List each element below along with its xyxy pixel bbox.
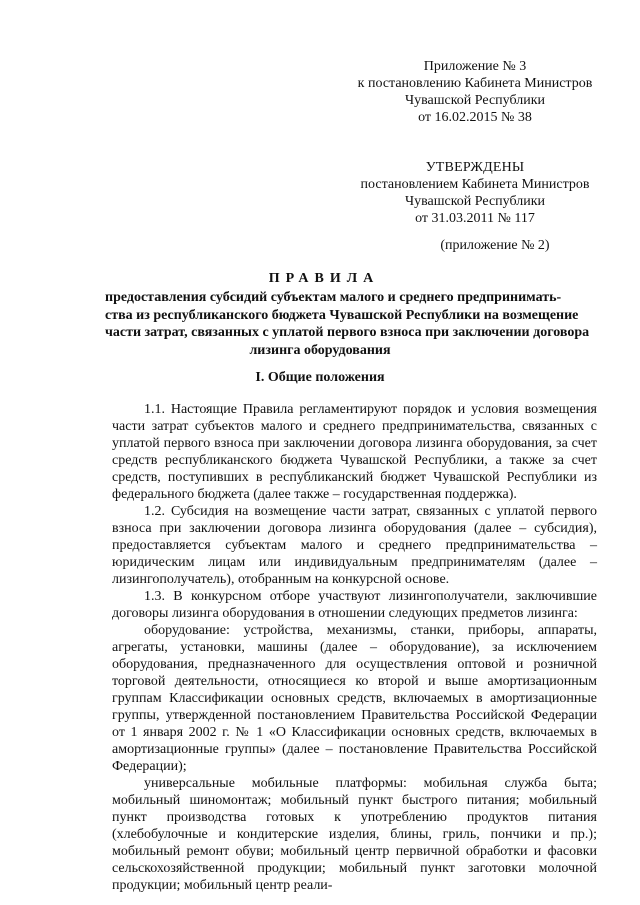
paragraph: 1.1. Настоящие Правила регламентируют порядок и условия возмещения части затрат субъектов малого и среднего предпринимательства, связанных с уплатой первого взноса при заключении договора лизинга оборудования, за счет средств республиканского бюджета Чувашской Республики, а также за счет средств, поступивших в республиканский бюджет Чувашской Республики из федерального бюджета (далее также – государственная поддержка). xyxy=(112,402,597,502)
paragraph: 1.3. В конкурсном отборе участвуют лизингополучатели, заключившие договоры лизинга оборудования в отношении следующих предметов лизинга: xyxy=(112,589,597,621)
approval-line: УТВЕРЖДЕНЫ xyxy=(425,160,525,175)
annex-line: Приложение № 3 xyxy=(423,59,527,74)
approval-stamp xyxy=(340,159,610,227)
paragraph: универсальные мобильные платформы: мобильная служба быта; мобильный шиномонтаж; мобильный пункт быстрого питания; мобильный пункт производства готовых к употреблению продуктов питания (хлебобулочные и кондитерские изделия, блины, гриль, пончики и пр.); мобильный ремонт обуви; мобильный центр первичной обработки и фасовки сельскохозяйственной продукции; мобильный пункт заготовки молочной продукции; мобильный центр реали- xyxy=(112,776,597,893)
approval-line: постановлением Кабинета Министров xyxy=(360,177,590,192)
paragraph: оборудование: устройства, механизмы, станки, приборы, аппараты, агрегаты, установки, машины (далее – оборудование), за исключением оборудования, предназначенного для осуществления оптовой и розничной торговой деятельности, относящиеся ко второй и выше амортизационным группам Классификации основных средств, включаемых в амортизационные группы, утвержденной постановлением Правительства Российской Федерации от 1 января 2002 г. № 1 «О Классификации основных средств, включаемых в амортизационные группы» (далее – постановление Правительства Российской Федерации); xyxy=(112,623,597,774)
annex-header xyxy=(340,58,610,126)
body-text xyxy=(112,401,597,894)
document-title: ПРАВИЛА xyxy=(268,271,380,286)
annex-line: от 16.02.2015 № 38 xyxy=(418,110,532,125)
subtitle-line: предоставления субсидий субъектам малого и среднего предпринимать- xyxy=(105,290,562,305)
approval-line: Чувашской Республики xyxy=(404,194,546,209)
subtitle-line: лизинга оборудования xyxy=(249,342,391,358)
paragraph: 1.2. Субсидия на возмещение части затрат, связанных с уплатой первого взноса при заключении договора лизинга оборудования (далее – субсидия), предоставляется субъектам малого и среднего предпринимательства – юридическим лицам или индивидуальным предпринимателям (далее – лизингополучатель), отобранным на конкурсной основе. xyxy=(112,504,597,587)
sub-annex-note: (приложение № 2) xyxy=(440,238,550,253)
document-subtitle xyxy=(105,289,590,359)
annex-line: к постановлению Кабинета Министров xyxy=(357,76,593,91)
annex-line: Чувашской Республики xyxy=(404,93,546,108)
approval-line: от 31.03.2011 № 117 xyxy=(415,211,535,226)
subtitle-line: части затрат, связанных с уплатой первого взноса при заключении договора xyxy=(105,325,590,340)
subtitle-line: ства из республиканского бюджета Чувашской Республики на возмещение xyxy=(105,307,579,323)
section-title: I. Общие положения xyxy=(255,370,385,385)
